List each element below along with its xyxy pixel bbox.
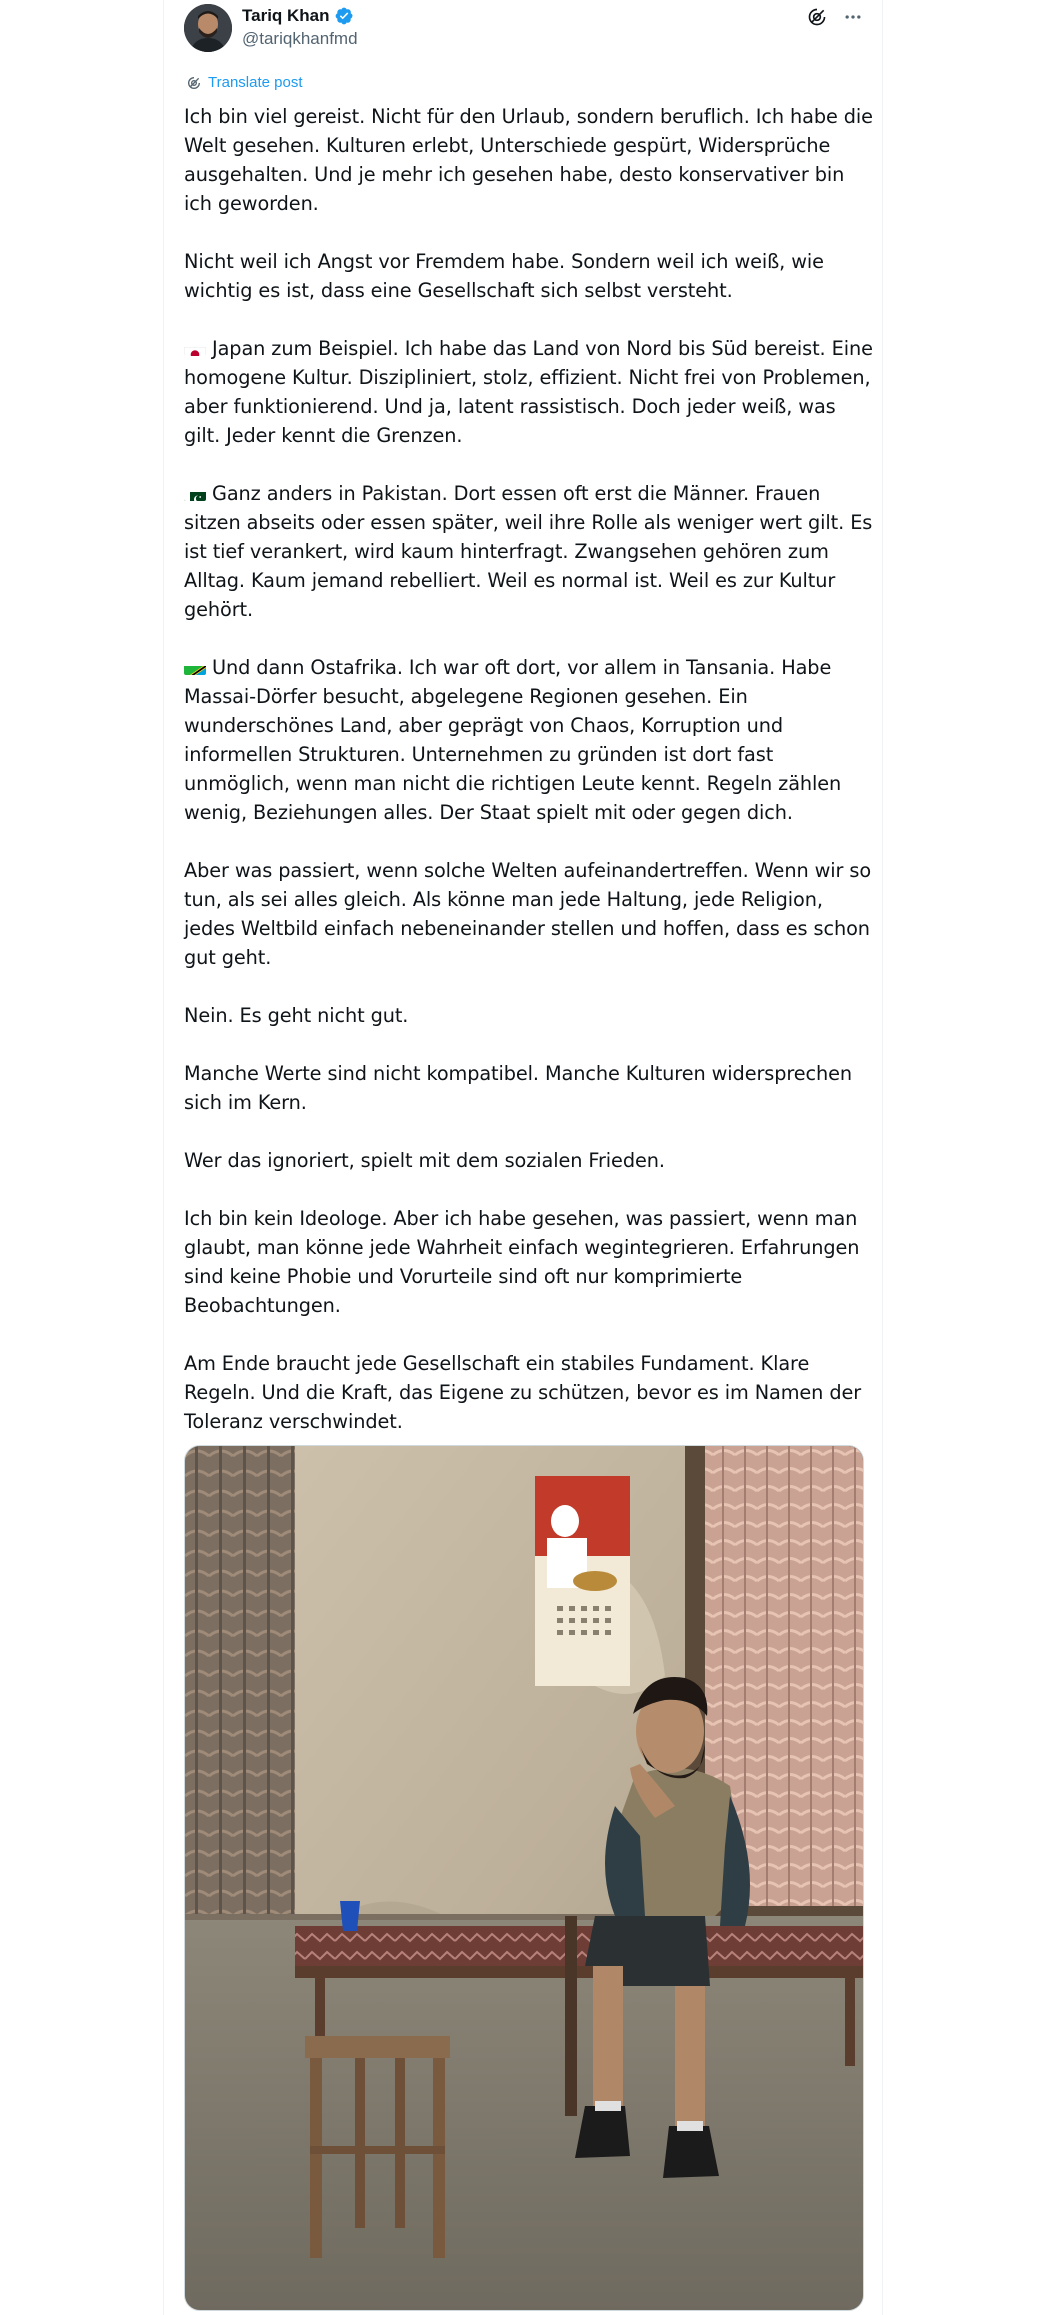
verified-badge-icon[interactable] (334, 6, 354, 26)
pakistan-flag-icon (184, 486, 206, 501)
post-paragraph: Nein. Es geht nicht gut. (184, 1004, 409, 1027)
japan-flag-icon (184, 341, 206, 356)
translate-label: Translate post (208, 74, 303, 91)
author-display-name[interactable]: Tariq Khan (242, 6, 330, 25)
tanzania-flag-icon (184, 660, 206, 675)
post-column (163, 0, 883, 2315)
translate-icon (186, 75, 202, 91)
post-photo[interactable] (184, 1445, 864, 2311)
post-top-actions (806, 6, 864, 28)
post-paragraph: Manche Werte sind nicht kompatibel. Manche Kulturen widersprechen sich im Kern. (184, 1062, 853, 1114)
post-paragraph: Wer das ignoriert, spielt mit dem sozialen Frieden. (184, 1149, 665, 1172)
post-paragraph: Und dann Ostafrika. Ich war oft dort, vor allem in Tansania. Habe Massai-Dörfer besucht, abgelegene Regionen gesehen. Ein wunderschönes Land, aber geprägt von Chaos, Korruption und informellen Strukturen. Unternehmen zu gründen ist dort fast unmöglich, wenn man nicht die richtigen Leute kennt. Regeln zählen wenig, Beziehungen alles. Der Staat spielt mit oder gegen dich. (184, 656, 842, 824)
translate-post-link[interactable] (186, 74, 303, 91)
post-paragraph: Am Ende braucht jede Gesellschaft ein stabiles Fundament. Klare Regeln. Und die Kraft, das Eigene zu schützen, bevor es im Namen der Toleranz verschwindet. (184, 1352, 862, 1433)
avatar[interactable] (184, 4, 232, 52)
author-info (242, 6, 358, 49)
more-dots-icon[interactable] (842, 6, 864, 28)
post-paragraph: Ich bin kein Ideologe. Aber ich habe gesehen, was passiert, wenn man glaubt, man könne jede Wahrheit einfach wegintegrieren. Erfahrungen sind keine Phobie und Vorurteile sind oft nur komprimierte Beobachtungen. (184, 1207, 860, 1317)
post-paragraph: Ich bin viel gereist. Nicht für den Urlaub, sondern beruflich. Ich habe die Welt gesehen. Kulturen erlebt, Unterschiede gespürt, Widersprüche ausgehalten. Und je mehr ich gesehen habe, desto konservativer bin ich geworden. (184, 105, 873, 215)
post-body (184, 102, 874, 1465)
author-handle[interactable]: @tariqkhanfmd (242, 29, 358, 48)
post-paragraph: Aber was passiert, wenn solche Welten aufeinandertreffen. Wenn wir so tun, als sei alles gleich. Als könne man jede Haltung, jede Religion, jedes Weltbild einfach nebeneinander stellen und hoffen, dass es schon gut geht. (184, 859, 872, 969)
photo-illustration (185, 1446, 864, 2311)
post-paragraph: Ganz anders in Pakistan. Dort essen oft erst die Männer. Frauen sitzen abseits oder essen später, weil ihre Rolle als weniger wert gilt. Es ist tief verankert, wird kaum hinterfragt. Zwangsehen gehören zum Alltag. Kaum jemand rebelliert. Weil es normal ist. Weil es zur Kultur gehört. (184, 482, 873, 621)
post-paragraph: Nicht weil ich Angst vor Fremdem habe. Sondern weil ich weiß, wie wichtig es ist, dass eine Gesellschaft sich selbst versteht. (184, 250, 824, 302)
post-paragraph: Japan zum Beispiel. Ich habe das Land von Nord bis Süd bereist. Eine homogene Kultur. Diszipliniert, stolz, effizient. Nicht frei von Problemen, aber funktionierend. Und ja, latent rassistisch. Doch jeder weiß, was gilt. Jeder kennt die Grenzen. (184, 337, 873, 447)
avatar-photo-icon (184, 4, 232, 52)
post-header (184, 4, 864, 56)
grok-icon[interactable] (806, 6, 828, 28)
